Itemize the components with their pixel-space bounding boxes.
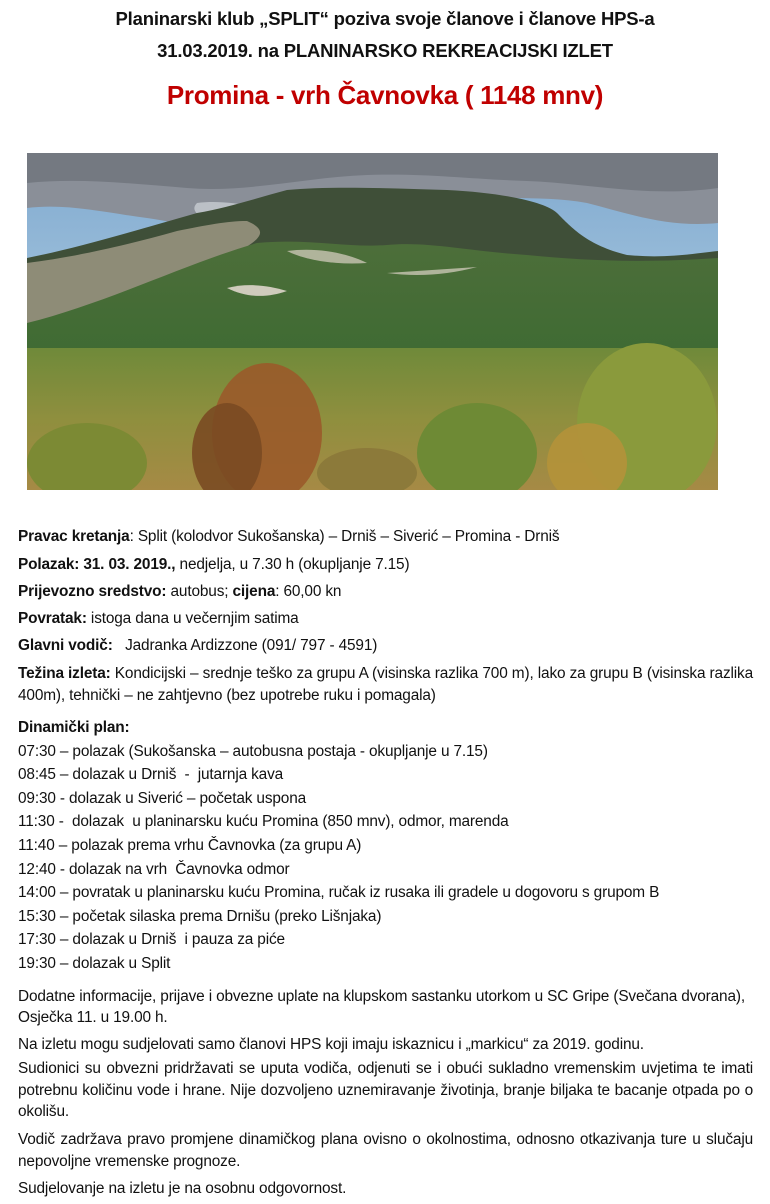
return-row: [18, 609, 753, 629]
transport-row: [18, 582, 753, 602]
return-label: Povratak:: [18, 610, 87, 627]
plan-item: 15:30 – početak silaska prema Drnišu (preko Lišnjaka): [18, 907, 382, 925]
plan-heading: Dinamički plan:: [18, 719, 130, 736]
departure-value: nedjelja, u 7.30 h (okupljanje 7.15): [175, 556, 410, 573]
route-row: [18, 527, 753, 547]
plan-item: 12:40 - dolazak na vrh Čavnovka odmor: [18, 860, 290, 878]
membership-note: Na izletu mogu sudjelovati samo članovi HPS koji imaju iskaznicu i „markicu“ za 2019. godinu.: [18, 1036, 644, 1053]
plan-item: 11:30 - dolazak u planinarsku kuću Promina (850 mnv), odmor, marenda: [18, 813, 509, 831]
price-label: cijena: [232, 583, 276, 600]
transport-label: Prijevozno sredstvo:: [18, 583, 167, 600]
transport-value: autobus;: [166, 583, 233, 600]
plan-item: 09:30 - dolazak u Siverić – početak uspona: [18, 789, 307, 807]
guide-label: Glavni vodič:: [18, 637, 113, 654]
price-value: : 60,00 kn: [275, 583, 342, 600]
plan-item: 11:40 – polazak prema vrhu Čavnovka (za grupu A): [18, 836, 362, 854]
changes-note: Vodič zadržava pravo promjene dinamičkog plana ovisno o okolnostima, odnosno otkazivanja ture u slučaju nepovoljne vremenske prognoze.: [18, 1131, 753, 1170]
mountain-photo: [27, 153, 718, 490]
page-title: Promina - vrh Čavnovka ( 1148 mnv): [166, 80, 604, 110]
plan-item: 17:30 – dolazak u Drniš i pauza za piće: [18, 931, 285, 949]
guide-row: [18, 636, 753, 656]
departure-row: [18, 555, 753, 575]
route-label: Pravac kretanja: [18, 528, 130, 545]
additional-info: Dodatne informacije, prijave i obvezne uplate na klupskom sastanku utorkom u SC Gripe (Svečana dvorana), Osječka 11. u 19.00 h.: [18, 988, 745, 1026]
route-value: : Split (kolodvor Sukošanska) – Drniš – Siverić – Promina - Drniš: [129, 528, 560, 545]
plan-item: 19:30 – dolazak u Split: [18, 954, 171, 972]
difficulty-label: Težina izleta:: [18, 665, 111, 682]
responsibility-note: Sudjelovanje na izletu je na osobnu odgovornost.: [18, 1180, 347, 1197]
dynamic-plan: [18, 716, 753, 976]
plan-item: 14:00 – povratak u planinarsku kuću Promina, ručak iz rusaka ili gradele u dogovoru s grupom B: [18, 884, 660, 902]
rules-note: Sudionici su obvezni pridržavati se uputa vodiča, odjenuti se i obući sukladno vremenskim uvjetima te imati potrebnu količinu vode i hrane. Nije dozvoljeno uznemiravanje životinja, branje biljaka te bacanje otpada po o okolišu.: [18, 1060, 753, 1120]
return-value: istoga dana u večernjim satima: [86, 610, 299, 627]
invitation-line: Planinarski klub „SPLIT“ poziva svoje članove i članove HPS-a: [115, 8, 655, 29]
event-date-line: 31.03.2019. na PLANINARSKO REKREACIJSKI IZLET: [157, 40, 613, 61]
difficulty-value: Kondicijski – srednje teško za grupu A (visinska razlika 700 m), lako za grupu B (visinska razlika 400m), tehnički – ne zahtjevno (bez upotrebe ruku i pomagala): [18, 665, 753, 704]
guide-value: Jadranka Ardizzone (091/ 797 - 4591): [112, 637, 378, 654]
plan-item: 08:45 – dolazak u Drniš - jutarnja kava: [18, 766, 284, 784]
plan-item: 07:30 – polazak (Sukošanska – autobusna postaja - okupljanje u 7.15): [18, 742, 488, 760]
departure-label: Polazak: 31. 03. 2019.,: [18, 556, 176, 573]
difficulty-row: [18, 663, 753, 707]
